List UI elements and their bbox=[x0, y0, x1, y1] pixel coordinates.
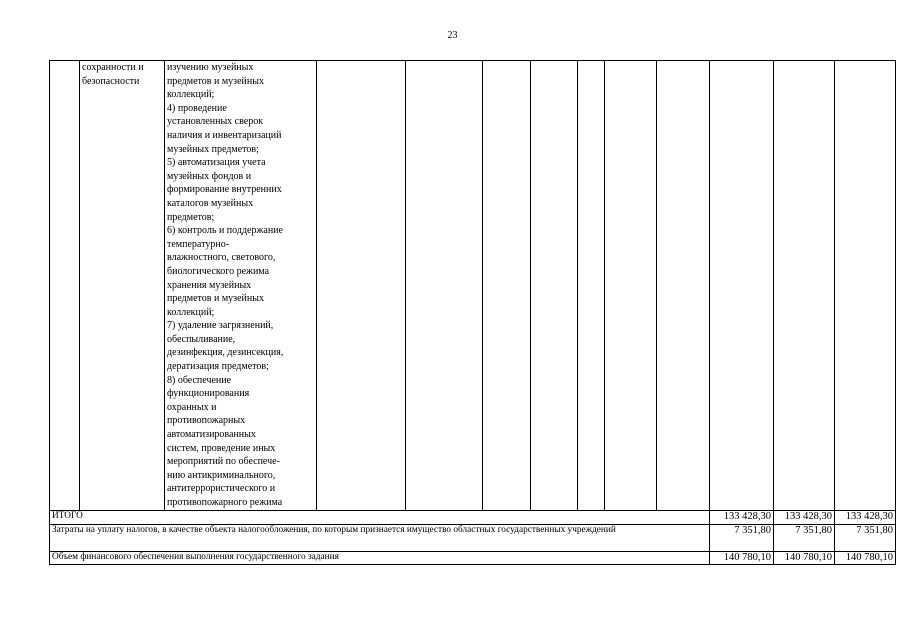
table-row bbox=[50, 61, 896, 511]
text-line: температурно- bbox=[167, 238, 230, 250]
text-line: 7) удаление загрязнений, bbox=[167, 320, 274, 332]
value-cell: 133 428,30 bbox=[835, 510, 896, 524]
text-line: функционирования bbox=[167, 388, 250, 400]
text-line: формирование внутренних bbox=[167, 184, 282, 196]
cell-text bbox=[82, 61, 162, 88]
table-cell bbox=[531, 61, 578, 511]
table-cell bbox=[406, 61, 483, 511]
table-cell bbox=[317, 61, 406, 511]
value-cell: 140 780,10 bbox=[774, 551, 835, 564]
text-line: 4) проведение bbox=[167, 102, 227, 114]
text-line: дезинфекция, дезинсекция, bbox=[167, 347, 284, 359]
tax-label bbox=[50, 524, 710, 551]
text-line: мероприятий по обеспече- bbox=[167, 456, 280, 468]
text-line: систем, проведение иных bbox=[167, 442, 276, 454]
text-line: хранения музейных bbox=[167, 279, 252, 291]
text-line: 5) автоматизация учета bbox=[167, 157, 266, 169]
text-line: влажностного, светового, bbox=[167, 252, 276, 264]
page-number: 23 bbox=[447, 30, 458, 41]
table-cell bbox=[483, 61, 531, 511]
value-cell: 133 428,30 bbox=[774, 510, 835, 524]
financial-table bbox=[49, 60, 896, 565]
table-cell bbox=[835, 61, 896, 511]
text-line: сохранности и bbox=[82, 62, 144, 73]
text-line: предметов и музейных bbox=[167, 293, 264, 305]
table-cell bbox=[605, 61, 657, 511]
value-cell: 140 780,10 bbox=[710, 551, 774, 564]
text-line: безопасности bbox=[82, 75, 140, 87]
text-line: музейных предметов; bbox=[167, 143, 259, 155]
text-line: противопожарного режима bbox=[167, 497, 283, 508]
text-line: обеспыливание, bbox=[167, 333, 236, 345]
text-line: предметов; bbox=[167, 211, 215, 223]
total-label: Объем финансового обеспечения выполнения государственного задания bbox=[50, 551, 710, 564]
table-cell bbox=[578, 61, 605, 511]
text-line: противопожарных bbox=[167, 415, 246, 427]
table-cell bbox=[80, 61, 165, 511]
text-line: изучению музейных bbox=[167, 62, 254, 73]
text-line: дератизация предметов; bbox=[167, 361, 269, 373]
text-line: 6) контроль и поддержание bbox=[167, 225, 283, 237]
value-cell: 140 780,10 bbox=[835, 551, 896, 564]
table-cell bbox=[774, 61, 835, 511]
text-line: охранных и bbox=[167, 401, 217, 413]
itogo-label: ИТОГО bbox=[50, 510, 710, 524]
text-line: музейных фондов и bbox=[167, 170, 252, 182]
table-cell bbox=[165, 61, 317, 511]
text-line: коллекций; bbox=[167, 89, 215, 101]
text-line: предметов и музейных bbox=[167, 75, 264, 87]
text-line: антитеррористического и bbox=[167, 483, 276, 495]
text-line: биологического режима bbox=[167, 265, 270, 277]
value-cell: 7 351,80 bbox=[774, 524, 835, 551]
itogo-row bbox=[50, 510, 896, 524]
table-cell bbox=[710, 61, 774, 511]
text-line: автоматизированных bbox=[167, 429, 256, 441]
tax-label-text: Затраты на уплату налогов, в качестве объекта налогообложения, по которым признается имущество областных государственных учреждений bbox=[52, 524, 616, 535]
text-line: нию антикриминального, bbox=[167, 469, 276, 481]
value-cell: 133 428,30 bbox=[710, 510, 774, 524]
value-cell: 7 351,80 bbox=[710, 524, 774, 551]
text-line: установленных сверок bbox=[167, 116, 264, 128]
table-cell bbox=[657, 61, 710, 511]
total-row bbox=[50, 551, 896, 564]
text-line: наличия и инвентаризаций bbox=[167, 129, 282, 141]
table-cell bbox=[50, 61, 80, 511]
text-line: коллекций; bbox=[167, 306, 215, 318]
text-line: каталогов музейных bbox=[167, 197, 254, 209]
value-cell: 7 351,80 bbox=[835, 524, 896, 551]
tax-row bbox=[50, 524, 896, 551]
text-line: 8) обеспечение bbox=[167, 374, 232, 386]
cell-text bbox=[167, 61, 314, 510]
